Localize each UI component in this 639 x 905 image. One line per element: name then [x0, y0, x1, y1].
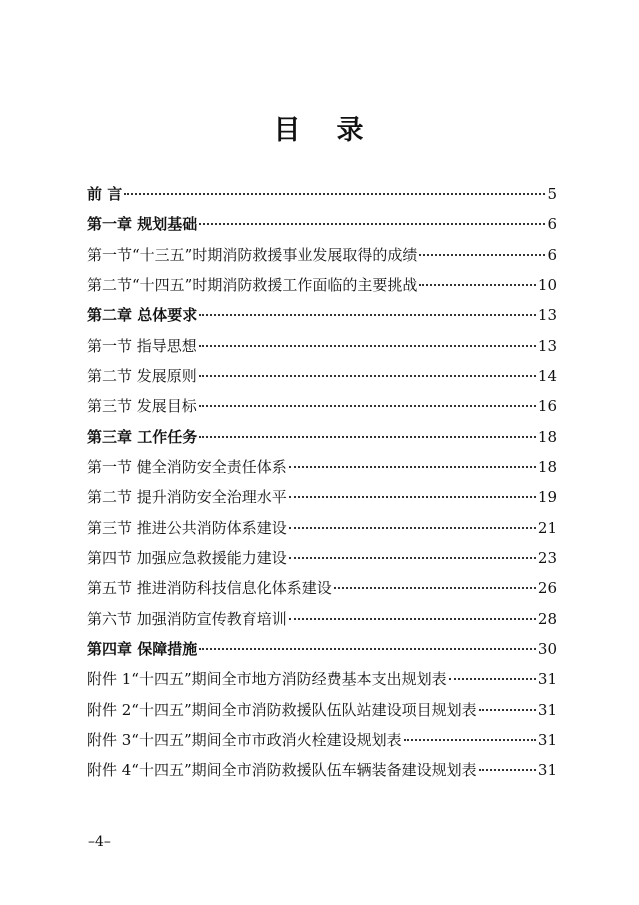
- toc-leader: [289, 496, 536, 498]
- title-char-2: 录: [336, 115, 366, 146]
- toc-leader: [199, 436, 536, 438]
- toc-entry-page: 30: [537, 639, 557, 658]
- toc-entry-label: 第三节 发展目标: [87, 397, 197, 416]
- toc-entry[interactable]: [87, 365, 557, 395]
- toc-entry-page: 31: [537, 730, 557, 749]
- toc-entry-page: 6: [547, 215, 557, 234]
- toc-entry-label: 附件 1“十四五”期间全市地方消防经费基本支出规划表: [87, 670, 447, 689]
- toc-entry[interactable]: [87, 456, 557, 486]
- toc-entry-page: 6: [547, 245, 557, 264]
- toc-leader: [419, 254, 545, 256]
- toc-entry-page: 13: [537, 306, 557, 325]
- toc-entry[interactable]: [87, 699, 557, 729]
- toc-leader: [199, 375, 536, 377]
- toc-entry-label: 第二节“十四五”时期消防救援工作面临的主要挑战: [87, 275, 418, 294]
- toc-entry-label: 第三章 工作任务: [87, 427, 198, 446]
- toc-leader: [449, 678, 536, 680]
- toc-entry-page: 5: [547, 185, 557, 203]
- toc-leader: [124, 193, 545, 195]
- toc-entry[interactable]: [87, 759, 557, 789]
- toc-entry-page: 28: [537, 609, 557, 628]
- toc-entry-page: 31: [537, 670, 557, 689]
- toc-entry-label: 前 言: [87, 185, 123, 203]
- toc-leader: [199, 314, 536, 316]
- toc-entry-page: 23: [537, 548, 557, 567]
- toc-entry-page: 19: [537, 488, 557, 507]
- toc-entry-page: 18: [537, 427, 557, 446]
- toc-entry-label: 第三节 推进公共消防体系建设: [87, 518, 287, 537]
- toc-entry[interactable]: [87, 547, 557, 577]
- toc-leader: [199, 648, 536, 650]
- toc-leader: [199, 223, 545, 225]
- toc-leader: [289, 557, 536, 559]
- toc-entry-label: 第一章 规划基础: [87, 215, 198, 234]
- toc-entry[interactable]: [87, 729, 557, 759]
- toc-entry-label: 第四章 保障措施: [87, 639, 198, 658]
- toc-entry[interactable]: [87, 668, 557, 698]
- toc-entry-page: 31: [537, 700, 557, 719]
- toc-leader: [404, 739, 536, 741]
- toc-entry[interactable]: [87, 608, 557, 638]
- toc-entry-label: 附件 4“十四五”期间全市消防救援队伍车辆装备建设规划表: [87, 761, 477, 780]
- toc-entry-label: 附件 2“十四五”期间全市消防救援队伍队站建设项目规划表: [87, 700, 477, 719]
- toc-leader: [479, 769, 536, 771]
- toc-entry-page: 13: [537, 336, 557, 355]
- toc-leader: [199, 405, 536, 407]
- toc-entry-page: 18: [537, 457, 557, 476]
- toc-entry-label: 附件 3“十四五”期间全市市政消火栓建设规划表: [87, 730, 402, 749]
- toc-leader: [419, 284, 536, 286]
- toc-entry-label: 第一节 健全消防安全责任体系: [87, 457, 287, 476]
- toc-entry[interactable]: [87, 244, 557, 274]
- toc-entry[interactable]: [87, 274, 557, 304]
- toc-leader: [289, 466, 536, 468]
- toc-entry[interactable]: [87, 335, 557, 365]
- toc-entry[interactable]: [87, 638, 557, 668]
- page-title: [0, 108, 639, 147]
- toc-entry-label: 第四节 加强应急救援能力建设: [87, 548, 287, 567]
- toc-entry[interactable]: [87, 213, 557, 243]
- toc-entry-page: 14: [537, 366, 557, 385]
- toc-entry-label: 第一节“十三五”时期消防救援事业发展取得的成绩: [87, 245, 418, 264]
- toc-entry-page: 21: [537, 518, 557, 537]
- toc-entry-page: 31: [537, 761, 557, 780]
- page-number: –4–: [88, 834, 111, 850]
- toc-entry[interactable]: [87, 577, 557, 607]
- toc-entry-label: 第二节 提升消防安全治理水平: [87, 488, 287, 507]
- toc-entry-label: 第六节 加强消防宣传教育培训: [87, 609, 287, 628]
- toc-entry-page: 16: [537, 397, 557, 416]
- toc-leader: [334, 587, 536, 589]
- toc-entry-label: 第五节 推进消防科技信息化体系建设: [87, 579, 332, 598]
- toc-entry-page: 26: [537, 579, 557, 598]
- toc-entry-label: 第二节 发展原则: [87, 366, 197, 385]
- table-of-contents: [87, 183, 557, 790]
- toc-leader: [289, 527, 536, 529]
- toc-entry-label: 第二章 总体要求: [87, 306, 198, 325]
- toc-entry-label: 第一节 指导思想: [87, 336, 197, 355]
- title-char-1: 目: [273, 115, 303, 146]
- toc-entry-page: 10: [537, 275, 557, 294]
- toc-leader: [479, 709, 536, 711]
- toc-entry[interactable]: [87, 395, 557, 425]
- toc-entry[interactable]: [87, 183, 557, 213]
- toc-entry[interactable]: [87, 426, 557, 456]
- toc-leader: [199, 345, 536, 347]
- toc-leader: [289, 618, 536, 620]
- toc-entry[interactable]: [87, 486, 557, 516]
- toc-entry[interactable]: [87, 517, 557, 547]
- toc-entry[interactable]: [87, 304, 557, 334]
